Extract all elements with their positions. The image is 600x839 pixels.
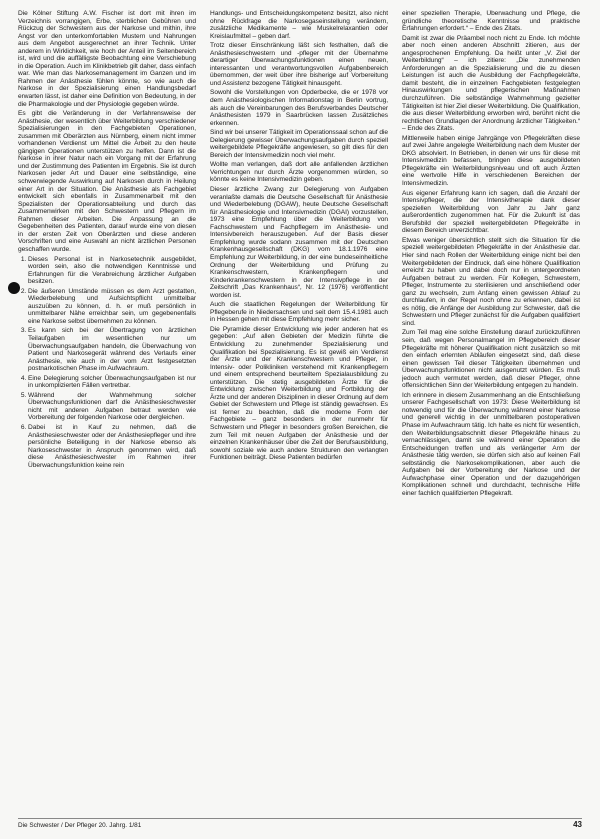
text-column-1 xyxy=(18,10,196,818)
paragraph: Wollte man verlangen, daß dort alle anfallenden ärztlichen Verrichtungen nur durch Ärzte vorgenommen würden, so könnte es keine Intensivmedizin geben. xyxy=(210,161,388,184)
paragraph: einer speziellen Therapie, Überwachung und Pflege, die gründliche theoretische Kenntnisse und praktische Erfahrungen erfordert.“ – Ende des Zitats. xyxy=(402,10,580,33)
list-item: 2. Die äußeren Umstände müssen es dem Arzt gestatten, Wiederbelebung und Aufsichtspflicht unmittelbar auszuüben zu können, d. h. er muß persönlich in unmittelbarer Nähe erreichbar sein, um gegebenenfalls eine Narkose selbst übernehmen zu können. xyxy=(28,288,196,326)
paragraph: Zum Teil mag eine solche Einstellung darauf zurückzuführen sein, daß wegen Personalmangel im Pflegebereich dieser Pflegekräfte mit höherer Qualifikation nicht zusätzlich so mit den einfach erlernten Abläufen eingesetzt sind, daß diese einen gewissen Teil dieser Tätigkeiten übernehmen und Überwachungsfunktionen nicht ausgenutzt würden. Es muß jedoch auch vermutet werden, daß dieser Pfleger, ohne offensichtlichen Sinn der Weiterbildung entgegen zu handeln. xyxy=(402,329,580,390)
text-column-2 xyxy=(210,10,388,818)
page-footer xyxy=(18,818,582,831)
paragraph: Sowohl die Vorstellungen von Opderbecke, die er 1978 vor dem Anästhesiologischen Informationstag in Berlin vortrug, als auch die Vereinbarungen des Berufsverbandes Deutscher Anästhesisten 1979 in Saarbrücken lassen Zusätzliches erkennen. xyxy=(210,89,388,127)
text-column-3 xyxy=(402,10,580,818)
page-number: 43 xyxy=(573,820,582,829)
paragraph: Die Kölner Stiftung A.W. Fischer ist dort mit ihren im Verzeichnis vorrangigen, Erbe, sterblichen Gebühren und Rückzug der Schwestern aus der Narkose und mithin, ihre Angst vor den unterkomfortablen Mustern und Nahrungen aus dem Angebot ausgerechnet an ihrer Technik. Unter anderem in Wirklichkeit, wie hoch der Anteil im Seitenbereich ist, wird und die auffälligste Beobachtung eine Verschiebung in die Operation. Auch im Klinikbetrieb gilt daher, dass einfach war. Wie man das Narkosemanagement im Ganzen und im Rahmen der Anästhesie fühlen könnte, so wie auch die Narkose in der Spezialisierung einen Handlungsbedarf erwarten lässt, ist daher eine Definition von Bedeutung, in der die Pharmakologie und der Physiologie gegeben würde. xyxy=(18,10,196,108)
numbered-list xyxy=(18,256,196,470)
paragraph: Aus eigener Erfahrung kann ich sagen, daß die Anzahl der Intensivpfleger, die der Intensivtherapie dank dieser speziellen Weiterbildung von Jahr zu Jahr ganz außerordentlich zugenommen hat. Für die Zukunft ist das Berufsbild der speziell weitergebildeten Pflegekräfte in diesem Bereich unverzichtbar. xyxy=(402,189,580,235)
paragraph: Handlungs- und Entscheidungskompetenz besitzt, also nicht ohne Rückfrage die Narkosegaseinstellung verändern, zusätzliche Medikamente – wie Muskelrelaxantien oder Kreislaufmittel – geben darf. xyxy=(210,10,388,40)
paragraph: Es gibt die Veränderung in der Verfahrensweise der Anästhesie, der wesentlich über Weiterbildung verschiedener Spezialisierungen in den Fachgebieten Operationen, zusammen mit Oberärzten aus Nürnberg, einem nicht immer vorhandenen Verdienst um Mittel die Arbeit zu den heute gängigen Operationen unterstützen zu helfen. Dann ist die Narkose in ihrer Natur nach ein Vorgang mit der Erfahrung und der Zustimmung des Patienten im Ergebnis. Sie ist durch Narkosen jeder Art und Dauer eine selbständige, eine schwerwiegende Auswirkung auf Narkosen durch in Heilung einer Art in der Situation. Die Anästhesie als Fachgebiet entwickelt sich ebenfalls in Zusammenarbeit mit den Spezialisten der Operationsabteilung und durch das Zusammenwirken mit den Schwestern und Pflegern im Rahmen dieser Arbeiten. Die Anpassung an die Gegebenheiten des Patienten, darauf wurde eine von diesen in der ersten Zeit von Oberärzten und diese anderen Vorschriften und eine Auswahl an nicht ärztlichen Personen geschaffen wurde. xyxy=(18,110,196,253)
paragraph: Trotz dieser Einschränkung läßt sich festhalten, daß die Anästhesieschwestern und -pfleger mit der Übernahme derartiger Überwachungsfunktionen einen neuen, interessanten und verantwortungsvollen Aufgabenbereich übernommen, der weit über ihre bisherige auf Vorbereitung und Assistenz bezogene Tätigkeit hinausgeht. xyxy=(210,42,388,87)
paragraph: Ich erinnere in diesem Zusammenhang an die Entschließung unserer Fachgesellschaft von 1973: Diese Weiterbildung ist notwendig und für die Überwachung während einer Narkose und generell wichtig in der unmittelbaren postoperativen Phase im Aufwachraum tätig. Ich halte es nicht für wesentlich, den Weiterbildungsabschnitt dieser Pflegekräfte hinaus zu vernachlässigen, damit sie während einer Operation die Entscheidungen treffen und als verlängerter Arm der Anästhesie tätig werden, sie dürfen sich also auf keinen Fall selbständig die Narkosekomplikationen, aber auch die Aufgaben bei der Vorbereitung der Narkose und der Aufwachphase einer Operation und der dazugehörigen Komplikationen schnell und durchdacht, technische Hilfe einer fachlich qualifizierten Pflegekraft. xyxy=(402,391,580,497)
paragraph: Mittlerweile haben einige Jahrgänge von Pflegekräften diese auf zwei Jahre angelegte Weiterbildung nach dem Muster der DKG absolviert. In Betrieben, in denen wir uns für diese mit Intensivmedizin befassen, bringen diese ausgebildeten Pflegekräfte ein Weiterbildungsniveau und oft auch Ärzten eine wertvolle Hilfe in verschiedenen Bereichen der Intensivmedizin. xyxy=(402,134,580,188)
list-item: 4. Eine Delegierung solcher Überwachungsaufgaben ist nur in unkomplizierten Fällen vertretbar. xyxy=(28,375,196,390)
paragraph: Die Pyramide dieser Entwicklung wie jeder anderen hat es gegeben: „Auf allen Gebieten der Medizin führte die Entwicklung zu zunehmender Spezialisierung und Qualifikation bei Spezialisierung. Es ist gewiß ein Verdienst der Ärzte und der Krankenschwestern und Pfleger, in Intensiv- oder Polikliniken verstehend mit Krankenpflegern und einem entsprechend beurteiltem Spezialausbildung zu unterstützen. Die stetig ausgebildeten Ärzte für die Entwicklung zwischen Weiterbildung und Fortbildung der Ärzte und der anderen Disziplinen in dieser Ordnung auf dem Gebiet der Schwestern und Pflege ist ständig gewachsen. Es ist ferner zu beachten, daß die moderne Form der Fachgebiete – ganz besonders in der nunmehr für Schwestern und Pfleger in besonders großen Bereichen, die zum Teil mit neuen Aufgaben der Anästhesie und der einzelnen Krankenhäuser über die Zeit der Berufsausbildung, sowohl soziale wie auch andere Strukturen den verlangten Funktionen beiträgt. Diese Patienten bedürfen xyxy=(210,325,388,462)
list-item: 1. Dieses Personal ist in Narkosetechnik ausgebildet, worden sein, also die notwendigen Kenntnisse und Erfahrungen für die Verabreichung ärztlicher Aufgaben besitzen. xyxy=(28,256,196,286)
paragraph: Dieser ärztliche Zwang zur Delegierung von Aufgaben veranlaßte damals die Deutsche Gesellschaft für Anästhesie und Wiederbelebung (DGAW), heute Deutsche Gesellschaft für Anästhesiologie und Intensivmedizin (DGAI) vorzustellen, 1973 eine Empfehlung über die Weiterbildung von Fachschwestern und Fachpflegern im Anästhesie- und Intensivbereich herauszugeben. Auf der Basis dieser Empfehlung wurde sodann zusammen mit der Deutschen Krankenhausgesellschaft (DKG) vom 18.1.1976 eine Empfehlung zur Weiterbildung, in der eine bundeseinheitliche Ordnung der Weiterbildung und Prüfung zu Krankenschwestern, Krankenpflegern und Kinderkrankenschwestern in der Intensivpflege in der Zeitschrift „Das Krankenhaus“, Nr. 12 (1976) veröffentlicht worden ist. xyxy=(210,186,388,299)
paragraph: Damit ist zwar die Präambel noch nicht zu Ende. Ich möchte aber noch einen anderen Abschnitt zitieren, aus der angesprochenen Empfehlung. Da heißt unter „V. Ziel der Weiterbildung“ – ich zitiere: „Die zunehmenden Anforderungen an die Spezialisierung und die zu diesen Leistungen ist auch die Ausbildung der Fachpflegekräfte, damit besteht, die in einzelnen Fachgebieten festgelegten Hinauswirkungen und pflegerischen Maßnahmen durchzuführen. Die selbständige Wahrnehmung gezielter Tätigkeiten ist hier Ziel dieser Weiterbildung. Die Qualifikation, die aus dieser Weiterbildung erworben wird, berührt nicht die rechtlichen Grundlagen der Anordnung ärztlicher Tätigkeiten.“ – Ende des Zitats. xyxy=(402,34,580,133)
paragraph: Auch die staatlichen Regelungen der Weiterbildung für Pflegeberufe in Niedersachsen und seit dem 15.4.1981 auch in Hessen gehen mit diese Empfehlung mehr sicher. xyxy=(210,301,388,324)
list-item: 3. Es kann sich bei der Übertragung von ärztlichen Teilaufgaben im wesentlichen nur um Überwachungsaufgaben handeln, die Überwachung von Patient und Narkosegerät während des Verlaufs einer Anästhesie, wie auch in der vom Arzt festgesetzten postnarkotischen Phase im Aufwachraum. xyxy=(28,327,196,372)
paragraph: Etwas weniger übersichtlich stellt sich die Situation für die speziell weitergebildeten Pflegekräfte in der Anästhesie dar. Hier sind nach Rollen der Weiterbildung einige nicht bei den Weitergebildeten der Eindruck, daß eine höhere Qualifikation erreicht zu haben und dabei doch nur in untergeordneten Aufgaben betraut zu werden. Für Kollegen, Schwestern, Pfleger, Instrumente zu sterilisieren und anschließend oder ganz zu wechseln, zum Anfang einen gewissen Ablauf zu durchlaufen, in der Regel noch ohne zu erkennen, dabei ist es nötig, die Anfänge der Ausbildung zur Schwester, daß die Schwestern und Pfleger zunächst für die Aufgaben qualifiziert sind. xyxy=(402,236,580,327)
paragraph: Sind wir bei unserer Tätigkeit im Operationssaal schon auf die Delegierung gewisser Überwachungsaufgaben durch speziell weitergebildete Pflegekräfte angewiesen, so gilt dies für den Bereich der Intensivmedizin noch viel mehr. xyxy=(210,129,388,159)
list-item: 6. Dabei ist in Kauf zu nehmen, daß die Anästhesieschwester oder der Anästhesiepfleger und ihre persönliche Beteiligung in der Narkose ebenso als Narkoseschwester in Anspruch genommen wird, daß diese Anästhesieschwester im Rahmen ihrer Überwachungsfunktion keine rein xyxy=(28,424,196,469)
journal-reference: Die Schwester / Der Pfleger 20. Jahrg. 1/81 xyxy=(18,822,142,829)
list-item: 5. Während der Wahrnehmung solcher Überwachungsfunktionen darf die Anästhesieschwester nicht mit anderen Aufgaben betraut werden wie Vorbereitung der folgenden Narkose oder dergleichen. xyxy=(28,392,196,422)
